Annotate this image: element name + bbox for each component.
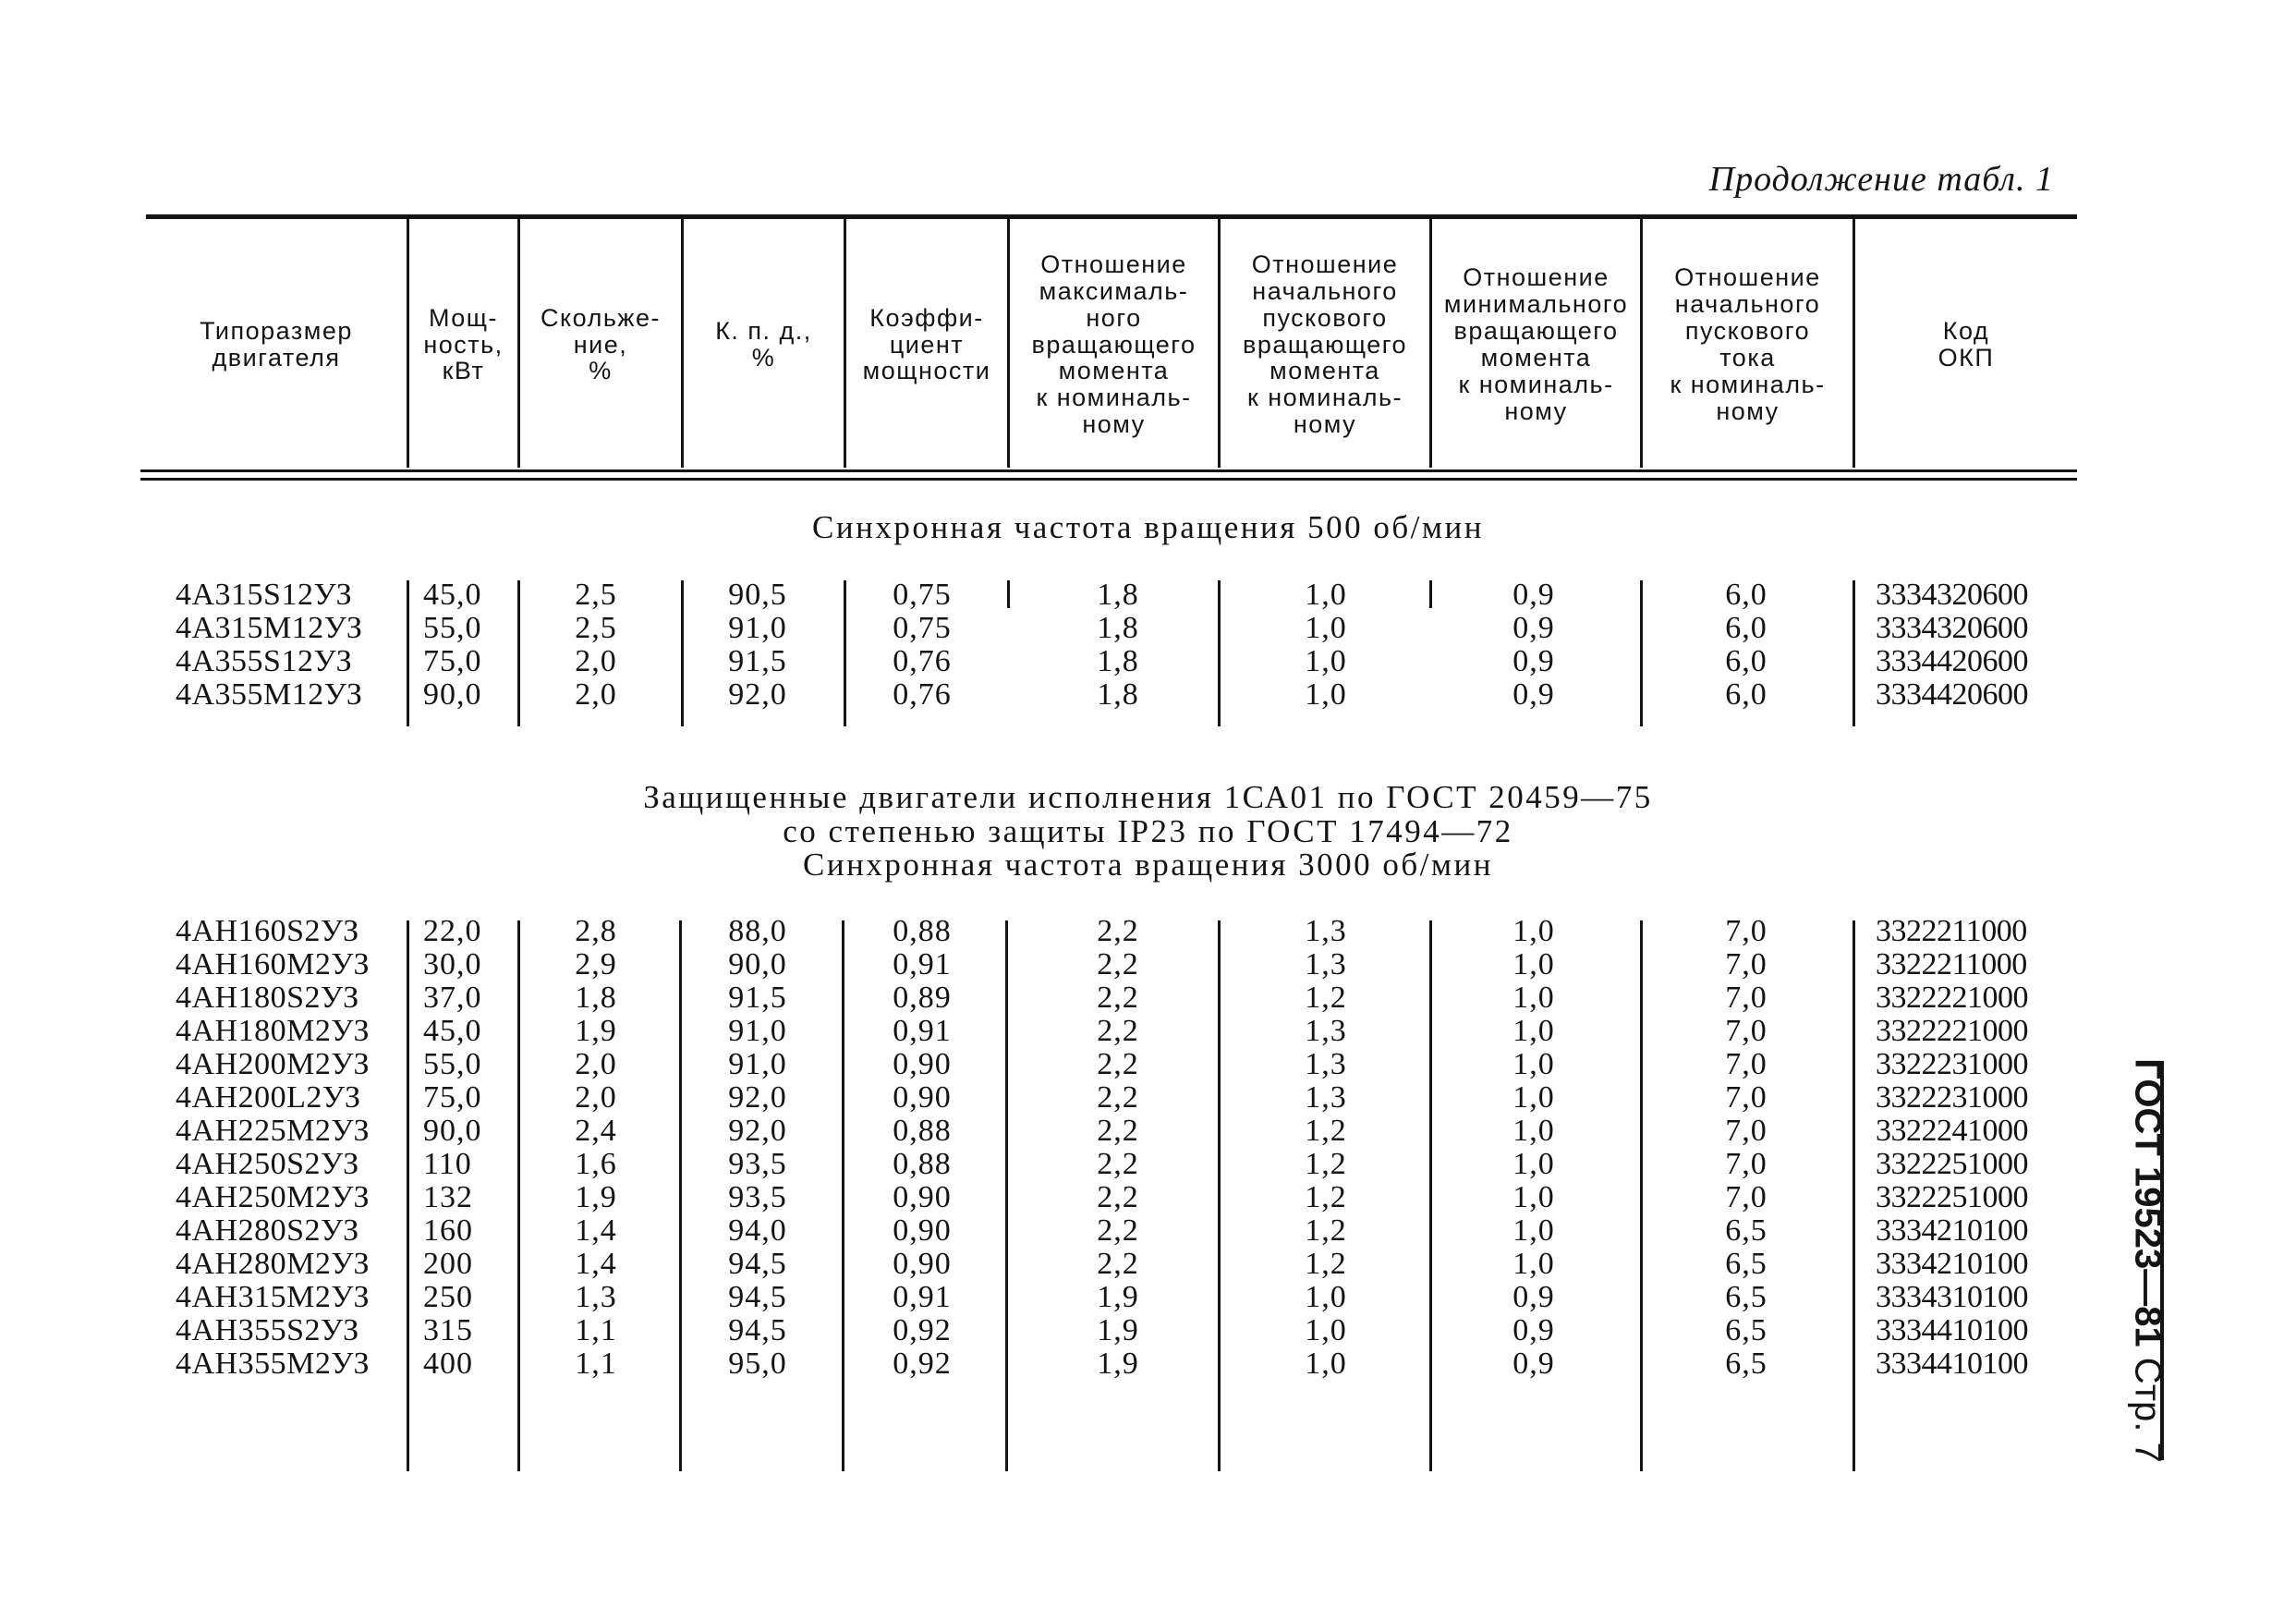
table-row bbox=[0, 1248, 2296, 1281]
power-kw-cell: 75,0 bbox=[423, 1080, 482, 1115]
header-okp-code: Код ОКП bbox=[1938, 317, 1995, 372]
section-title-line-3: Синхронная частота вращения 3000 об/мин bbox=[803, 847, 1493, 883]
max-torque-ratio-cell: 2,2 bbox=[1097, 1047, 1139, 1081]
power-factor-cell: 0,76 bbox=[893, 677, 952, 712]
start-torque-ratio-cell: 1,3 bbox=[1305, 947, 1347, 981]
motor-type-cell: 4АН160S2УЗ bbox=[176, 914, 359, 948]
motor-type-cell: 4АН200М2УЗ bbox=[176, 1047, 370, 1081]
section-title-line-1: Защищенные двигатели исполнения 1СА01 по ГОСТ 20459—75 bbox=[643, 779, 1653, 815]
power-factor-cell: 0,92 bbox=[893, 1347, 952, 1381]
start-torque-ratio-cell: 1,2 bbox=[1305, 1147, 1347, 1181]
motor-type-cell: 4А315S12УЗ bbox=[176, 578, 353, 612]
start-torque-ratio-cell: 1,0 bbox=[1305, 1280, 1347, 1314]
header-slip: Скольже- ние, % bbox=[541, 303, 661, 385]
table-row bbox=[0, 1314, 2296, 1347]
slip-percent-cell: 2,0 bbox=[575, 644, 617, 678]
slip-percent-cell: 2,8 bbox=[575, 914, 617, 948]
start-torque-ratio-cell: 1,2 bbox=[1305, 1213, 1347, 1248]
table-row bbox=[0, 915, 2296, 948]
max-torque-ratio-cell: 2,2 bbox=[1097, 1247, 1139, 1281]
slip-percent-cell: 1,1 bbox=[575, 1313, 617, 1347]
start-torque-ratio-cell: 1,2 bbox=[1305, 1247, 1347, 1281]
power-factor-cell: 0,75 bbox=[893, 578, 952, 612]
start-current-ratio-cell: 6,0 bbox=[1725, 578, 1768, 612]
power-kw-cell: 90,0 bbox=[423, 677, 482, 712]
header-power: Мощ- ность, кВт bbox=[423, 303, 504, 385]
start-torque-ratio-cell: 1,3 bbox=[1305, 914, 1347, 948]
table-row bbox=[0, 1181, 2296, 1214]
start-current-ratio-cell: 6,5 bbox=[1725, 1280, 1768, 1314]
motor-type-cell: 4АН280М2УЗ bbox=[176, 1247, 370, 1281]
okp-code-cell: 3322231000 bbox=[1876, 1080, 2028, 1115]
okp-code-cell: 3334210100 bbox=[1876, 1247, 2028, 1281]
start-torque-ratio-cell: 1,0 bbox=[1305, 644, 1347, 678]
min-torque-ratio-cell: 1,0 bbox=[1512, 981, 1555, 1015]
power-factor-cell: 0,88 bbox=[893, 914, 952, 948]
table-row bbox=[0, 1148, 2296, 1181]
max-torque-ratio-cell: 2,2 bbox=[1097, 947, 1139, 981]
motor-type-cell: 4АН180М2УЗ bbox=[176, 1014, 370, 1048]
max-torque-ratio-cell: 2,2 bbox=[1097, 914, 1139, 948]
max-torque-ratio-cell: 2,2 bbox=[1097, 1147, 1139, 1181]
motor-type-cell: 4А355М12УЗ bbox=[176, 677, 363, 712]
section-title: Синхронная частота вращения 500 об/мин bbox=[812, 509, 1484, 545]
min-torque-ratio-cell: 1,0 bbox=[1512, 914, 1555, 948]
start-current-ratio-cell: 6,0 bbox=[1725, 611, 1768, 645]
min-torque-ratio-cell: 1,0 bbox=[1512, 1014, 1555, 1048]
min-torque-ratio-cell: 0,9 bbox=[1512, 611, 1555, 645]
header-min-torque: Отношение минимального вращающего момента к номиналь- ному bbox=[1443, 263, 1629, 425]
motor-type-cell: 4АН250S2УЗ bbox=[176, 1147, 359, 1181]
motor-type-cell: 4АН355S2УЗ bbox=[176, 1313, 359, 1347]
okp-code-cell: 3334420600 bbox=[1876, 644, 2028, 678]
max-torque-ratio-cell: 1,8 bbox=[1097, 644, 1139, 678]
okp-code-cell: 3334410100 bbox=[1876, 1313, 2028, 1347]
max-torque-ratio-cell: 2,2 bbox=[1097, 1114, 1139, 1148]
start-current-ratio-cell: 6,0 bbox=[1725, 644, 1768, 678]
efficiency-percent-cell: 94,0 bbox=[728, 1213, 787, 1248]
power-kw-cell: 75,0 bbox=[423, 644, 482, 678]
min-torque-ratio-cell: 1,0 bbox=[1512, 1247, 1555, 1281]
start-torque-ratio-cell: 1,2 bbox=[1305, 1114, 1347, 1148]
min-torque-ratio-cell: 1,0 bbox=[1512, 1147, 1555, 1181]
power-factor-cell: 0,92 bbox=[893, 1313, 952, 1347]
efficiency-percent-cell: 90,0 bbox=[728, 947, 787, 981]
power-kw-cell: 55,0 bbox=[423, 611, 482, 645]
power-kw-cell: 250 bbox=[423, 1280, 473, 1314]
table-row bbox=[0, 1081, 2296, 1115]
start-current-ratio-cell: 6,5 bbox=[1725, 1213, 1768, 1248]
power-factor-cell: 0,91 bbox=[893, 1014, 952, 1048]
min-torque-ratio-cell: 0,9 bbox=[1512, 578, 1555, 612]
header-type: Типоразмер двигателя bbox=[200, 317, 353, 372]
efficiency-percent-cell: 93,5 bbox=[728, 1147, 787, 1181]
slip-percent-cell: 2,5 bbox=[575, 611, 617, 645]
power-factor-cell: 0,90 bbox=[893, 1047, 952, 1081]
motor-type-cell: 4АН250М2УЗ bbox=[176, 1180, 370, 1214]
min-torque-ratio-cell: 0,9 bbox=[1512, 644, 1555, 678]
min-torque-ratio-cell: 1,0 bbox=[1512, 1114, 1555, 1148]
start-torque-ratio-cell: 1,0 bbox=[1305, 611, 1347, 645]
start-torque-ratio-cell: 1,0 bbox=[1305, 1347, 1347, 1381]
power-kw-cell: 90,0 bbox=[423, 1114, 482, 1148]
table-row bbox=[0, 1115, 2296, 1148]
power-kw-cell: 160 bbox=[423, 1213, 473, 1248]
header-bottom-rule bbox=[140, 469, 2077, 472]
table-row bbox=[0, 645, 2296, 678]
slip-percent-cell: 1,1 bbox=[575, 1347, 617, 1381]
start-current-ratio-cell: 6,5 bbox=[1725, 1347, 1768, 1381]
start-torque-ratio-cell: 1,3 bbox=[1305, 1014, 1347, 1048]
start-torque-ratio-cell: 1,0 bbox=[1305, 578, 1347, 612]
efficiency-percent-cell: 94,5 bbox=[728, 1247, 787, 1281]
efficiency-percent-cell: 94,5 bbox=[728, 1313, 787, 1347]
table-row bbox=[0, 948, 2296, 981]
header-start-torque: Отношение начального пускового вращающего момента к номиналь- ному bbox=[1242, 250, 1408, 439]
max-torque-ratio-cell: 2,2 bbox=[1097, 1180, 1139, 1214]
motor-type-cell: 4А315М12УЗ bbox=[176, 611, 363, 645]
power-kw-cell: 45,0 bbox=[423, 1014, 482, 1048]
start-current-ratio-cell: 7,0 bbox=[1725, 914, 1768, 948]
start-current-ratio-cell: 7,0 bbox=[1725, 1014, 1768, 1048]
power-factor-cell: 0,88 bbox=[893, 1114, 952, 1148]
efficiency-percent-cell: 92,0 bbox=[728, 677, 787, 712]
table-row bbox=[0, 1048, 2296, 1081]
header-bottom-rule-double bbox=[140, 478, 2077, 481]
start-current-ratio-cell: 7,0 bbox=[1725, 1047, 1768, 1081]
motor-type-cell: 4АН280S2УЗ bbox=[176, 1213, 359, 1248]
slip-percent-cell: 1,8 bbox=[575, 981, 617, 1015]
start-torque-ratio-cell: 1,3 bbox=[1305, 1080, 1347, 1115]
min-torque-ratio-cell: 1,0 bbox=[1512, 1047, 1555, 1081]
okp-code-cell: 3334310100 bbox=[1876, 1280, 2028, 1314]
table-row bbox=[0, 678, 2296, 712]
slip-percent-cell: 2,0 bbox=[575, 1047, 617, 1081]
power-factor-cell: 0,76 bbox=[893, 644, 952, 678]
okp-code-cell: 3334420600 bbox=[1876, 677, 2028, 712]
min-torque-ratio-cell: 0,9 bbox=[1512, 1347, 1555, 1381]
min-torque-ratio-cell: 1,0 bbox=[1512, 1080, 1555, 1115]
min-torque-ratio-cell: 0,9 bbox=[1512, 1280, 1555, 1314]
power-factor-cell: 0,91 bbox=[893, 947, 952, 981]
efficiency-percent-cell: 92,0 bbox=[728, 1114, 787, 1148]
slip-percent-cell: 2,0 bbox=[575, 677, 617, 712]
power-kw-cell: 315 bbox=[423, 1313, 473, 1347]
table-row bbox=[0, 579, 2296, 612]
efficiency-percent-cell: 91,0 bbox=[728, 1014, 787, 1048]
power-kw-cell: 400 bbox=[423, 1347, 473, 1381]
slip-percent-cell: 2,0 bbox=[575, 1080, 617, 1115]
motor-type-cell: 4АН160М2УЗ bbox=[176, 947, 370, 981]
header-efficiency: К. п. д., % bbox=[715, 317, 812, 372]
power-factor-cell: 0,89 bbox=[893, 981, 952, 1015]
slip-percent-cell: 2,5 bbox=[575, 578, 617, 612]
motor-type-cell: 4АН200L2УЗ bbox=[176, 1080, 361, 1115]
start-torque-ratio-cell: 1,3 bbox=[1305, 1047, 1347, 1081]
start-current-ratio-cell: 7,0 bbox=[1725, 1180, 1768, 1214]
table-row bbox=[0, 1347, 2296, 1381]
efficiency-percent-cell: 90,5 bbox=[728, 578, 787, 612]
min-torque-ratio-cell: 1,0 bbox=[1512, 947, 1555, 981]
table-row bbox=[0, 1214, 2296, 1248]
min-torque-ratio-cell: 1,0 bbox=[1512, 1180, 1555, 1214]
okp-code-cell: 3322221000 bbox=[1876, 1014, 2028, 1048]
efficiency-percent-cell: 93,5 bbox=[728, 1180, 787, 1214]
efficiency-percent-cell: 91,0 bbox=[728, 611, 787, 645]
start-current-ratio-cell: 6,5 bbox=[1725, 1313, 1768, 1347]
okp-code-cell: 3334410100 bbox=[1876, 1347, 2028, 1381]
start-torque-ratio-cell: 1,0 bbox=[1305, 1313, 1347, 1347]
max-torque-ratio-cell: 2,2 bbox=[1097, 1080, 1139, 1115]
power-factor-cell: 0,75 bbox=[893, 611, 952, 645]
max-torque-ratio-cell: 1,8 bbox=[1097, 578, 1139, 612]
efficiency-percent-cell: 91,5 bbox=[728, 981, 787, 1015]
start-current-ratio-cell: 7,0 bbox=[1725, 1080, 1768, 1115]
table-top-rule bbox=[146, 214, 2077, 219]
efficiency-percent-cell: 95,0 bbox=[728, 1347, 787, 1381]
power-kw-cell: 45,0 bbox=[423, 578, 482, 612]
slip-percent-cell: 2,4 bbox=[575, 1114, 617, 1148]
max-torque-ratio-cell: 1,8 bbox=[1097, 677, 1139, 712]
power-kw-cell: 132 bbox=[423, 1180, 473, 1214]
power-factor-cell: 0,90 bbox=[893, 1247, 952, 1281]
start-current-ratio-cell: 7,0 bbox=[1725, 1114, 1768, 1148]
slip-percent-cell: 1,6 bbox=[575, 1147, 617, 1181]
power-kw-cell: 55,0 bbox=[423, 1047, 482, 1081]
start-current-ratio-cell: 7,0 bbox=[1725, 981, 1768, 1015]
max-torque-ratio-cell: 2,2 bbox=[1097, 1014, 1139, 1048]
header-max-torque: Отношение максималь- ного вращающего момента к номиналь- ному bbox=[1031, 250, 1197, 439]
table-row bbox=[0, 981, 2296, 1015]
header-power-factor: Коэффи- циент мощности bbox=[862, 303, 991, 385]
okp-code-cell: 3322211000 bbox=[1876, 914, 2027, 948]
motor-type-cell: 4АН315М2УЗ bbox=[176, 1280, 370, 1314]
min-torque-ratio-cell: 1,0 bbox=[1512, 1213, 1555, 1248]
okp-code-cell: 3322211000 bbox=[1876, 947, 2027, 981]
motor-type-cell: 4АН180S2УЗ bbox=[176, 981, 359, 1015]
power-factor-cell: 0,91 bbox=[893, 1280, 952, 1314]
slip-percent-cell: 1,9 bbox=[575, 1014, 617, 1048]
motor-type-cell: 4А355S12УЗ bbox=[176, 644, 353, 678]
power-kw-cell: 37,0 bbox=[423, 981, 482, 1015]
slip-percent-cell: 1,3 bbox=[575, 1280, 617, 1314]
max-torque-ratio-cell: 2,2 bbox=[1097, 981, 1139, 1015]
efficiency-percent-cell: 92,0 bbox=[728, 1080, 787, 1115]
okp-code-cell: 3334210100 bbox=[1876, 1213, 2028, 1248]
start-current-ratio-cell: 7,0 bbox=[1725, 947, 1768, 981]
max-torque-ratio-cell: 1,9 bbox=[1097, 1280, 1139, 1314]
power-factor-cell: 0,90 bbox=[893, 1213, 952, 1248]
power-factor-cell: 0,90 bbox=[893, 1180, 952, 1214]
section-title-line-2: со степенью защиты IP23 по ГОСТ 17494—72 bbox=[783, 813, 1513, 849]
side-page-label bbox=[2116, 1058, 2179, 1463]
start-current-ratio-cell: 6,5 bbox=[1725, 1247, 1768, 1281]
power-kw-cell: 200 bbox=[423, 1247, 473, 1281]
slip-percent-cell: 1,4 bbox=[575, 1247, 617, 1281]
power-kw-cell: 22,0 bbox=[423, 914, 482, 948]
okp-code-cell: 3334320600 bbox=[1876, 578, 2028, 612]
start-current-ratio-cell: 7,0 bbox=[1725, 1147, 1768, 1181]
efficiency-percent-cell: 91,5 bbox=[728, 644, 787, 678]
table-row bbox=[0, 1281, 2296, 1314]
efficiency-percent-cell: 91,0 bbox=[728, 1047, 787, 1081]
min-torque-ratio-cell: 0,9 bbox=[1512, 1313, 1555, 1347]
min-torque-ratio-cell: 0,9 bbox=[1512, 677, 1555, 712]
okp-code-cell: 3322251000 bbox=[1876, 1180, 2028, 1214]
okp-code-cell: 3322221000 bbox=[1876, 981, 2028, 1015]
table-row bbox=[0, 612, 2296, 645]
power-factor-cell: 0,88 bbox=[893, 1147, 952, 1181]
max-torque-ratio-cell: 1,9 bbox=[1097, 1313, 1139, 1347]
continuation-label: Продолжение табл. 1 bbox=[1708, 160, 2054, 199]
power-factor-cell: 0,90 bbox=[893, 1080, 952, 1115]
max-torque-ratio-cell: 2,2 bbox=[1097, 1213, 1139, 1248]
start-torque-ratio-cell: 1,2 bbox=[1305, 1180, 1347, 1214]
okp-code-cell: 3322241000 bbox=[1876, 1114, 2028, 1148]
okp-code-cell: 3334320600 bbox=[1876, 611, 2028, 645]
motor-type-cell: 4АН225М2УЗ bbox=[176, 1114, 370, 1148]
table-row bbox=[0, 1015, 2296, 1048]
max-torque-ratio-cell: 1,9 bbox=[1097, 1347, 1139, 1381]
max-torque-ratio-cell: 1,8 bbox=[1097, 611, 1139, 645]
start-torque-ratio-cell: 1,2 bbox=[1305, 981, 1347, 1015]
header-start-current: Отношение начального пускового тока к номиналь- ному bbox=[1670, 263, 1826, 425]
power-kw-cell: 30,0 bbox=[423, 947, 482, 981]
slip-percent-cell: 1,9 bbox=[575, 1180, 617, 1214]
efficiency-percent-cell: 94,5 bbox=[728, 1280, 787, 1314]
okp-code-cell: 3322251000 bbox=[1876, 1147, 2028, 1181]
side-label-text: ГОСТ 19523—81 Стр. 7 bbox=[2127, 1058, 2168, 1463]
okp-code-cell: 3322231000 bbox=[1876, 1047, 2028, 1081]
motor-type-cell: 4АН355М2УЗ bbox=[176, 1347, 370, 1381]
power-kw-cell: 110 bbox=[423, 1147, 472, 1181]
start-torque-ratio-cell: 1,0 bbox=[1305, 677, 1347, 712]
slip-percent-cell: 2,9 bbox=[575, 947, 617, 981]
efficiency-percent-cell: 88,0 bbox=[728, 914, 787, 948]
start-current-ratio-cell: 6,0 bbox=[1725, 677, 1768, 712]
slip-percent-cell: 1,4 bbox=[575, 1213, 617, 1248]
